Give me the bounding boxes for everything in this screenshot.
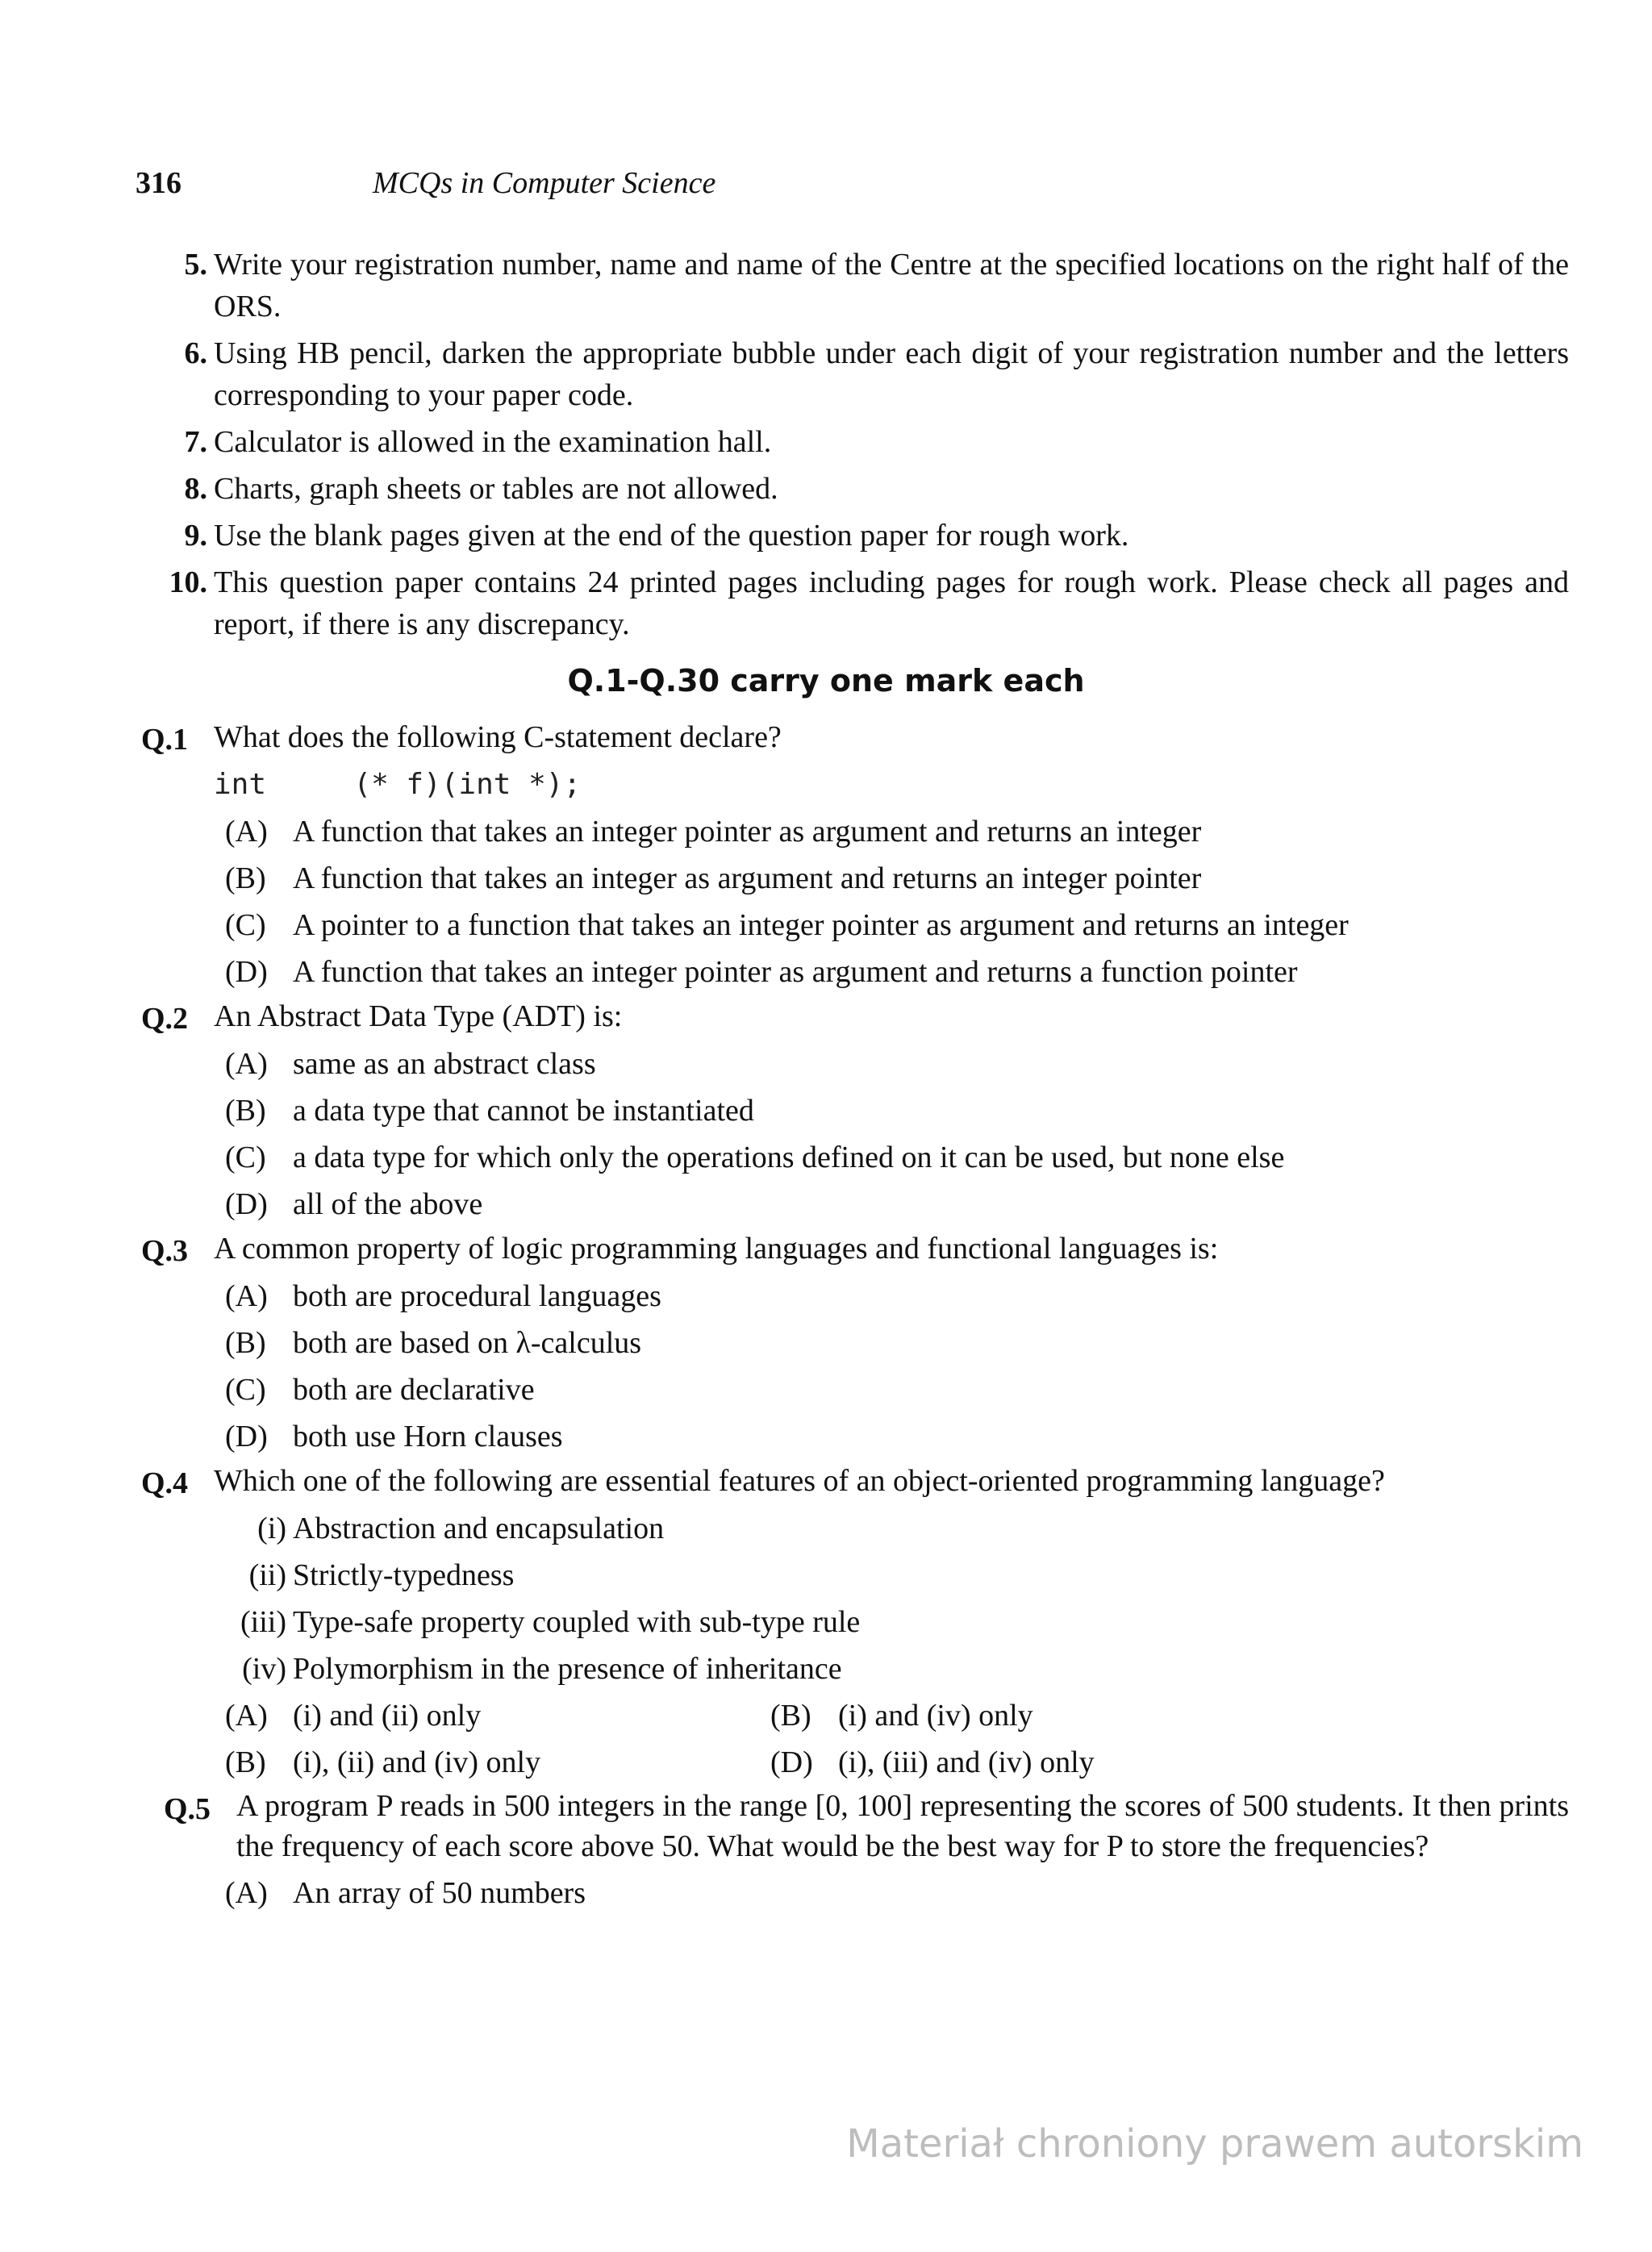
option-text: (i) and (iv) only bbox=[838, 1699, 1033, 1733]
instruction-text: Charts, graph sheets or tables are not allowed. bbox=[214, 472, 778, 506]
instruction-item bbox=[184, 468, 1569, 510]
option-d bbox=[759, 1739, 1304, 1786]
statement-text: Abstraction and encapsulation bbox=[293, 1512, 665, 1545]
copyright-watermark: Materiał chroniony prawem autorskim bbox=[846, 2121, 1583, 2167]
statement-item bbox=[214, 1552, 1569, 1599]
option-a bbox=[214, 1870, 1569, 1916]
book-title: MCQs in Computer Science bbox=[373, 166, 716, 200]
options-row bbox=[214, 1739, 1569, 1786]
option-text: a data type that cannot be instantiated bbox=[293, 1094, 754, 1128]
option-label: (D) bbox=[225, 955, 268, 989]
question-number: Q.2 bbox=[141, 1002, 189, 1036]
question-text: A common property of logic programming languages and functional languages is: bbox=[214, 1232, 1219, 1266]
option-text: both are declarative bbox=[293, 1373, 535, 1407]
option-label: (C) bbox=[225, 1141, 266, 1174]
option-label: (D) bbox=[770, 1745, 813, 1779]
option-label: (B) bbox=[225, 1094, 266, 1128]
option-a bbox=[214, 808, 1569, 855]
statement-label: (ii) bbox=[248, 1558, 286, 1592]
option-text: all of the above bbox=[293, 1187, 483, 1221]
page-number: 316 bbox=[136, 166, 181, 200]
option-label: (B) bbox=[770, 1699, 811, 1733]
option-text: An array of 50 numbers bbox=[293, 1876, 586, 1910]
option-text: both are procedural languages bbox=[293, 1279, 661, 1313]
question-number: Q.3 bbox=[141, 1234, 189, 1268]
instruction-item bbox=[184, 421, 1569, 463]
question-5 bbox=[164, 1786, 1569, 1916]
question-text: An Abstract Data Type (ADT) is: bbox=[214, 999, 623, 1033]
instruction-item bbox=[184, 515, 1569, 557]
option-text: A function that takes an integer as argument and returns an integer pointer bbox=[293, 861, 1202, 895]
statement-item bbox=[214, 1505, 1569, 1552]
instruction-number: 7. bbox=[184, 425, 207, 459]
option-text: both are based on λ-calculus bbox=[293, 1326, 642, 1360]
option-b bbox=[214, 1087, 1569, 1134]
question-4 bbox=[141, 1460, 1569, 1786]
option-label: (A) bbox=[225, 1047, 268, 1081]
option-label: (A) bbox=[225, 1699, 268, 1733]
option-text: (i) and (ii) only bbox=[293, 1699, 482, 1733]
question-text: A program P reads in 500 integers in the range [0, 100] representing the scores of 500 students. It then prints the frequency of each score above 50. What would be the best way for P to store the frequencies? bbox=[236, 1789, 1569, 1863]
instruction-number: 5. bbox=[184, 248, 207, 282]
option-label: (D) bbox=[225, 1420, 268, 1453]
statement-label: (i) bbox=[257, 1512, 286, 1545]
statement-text: Polymorphism in the presence of inheritance bbox=[293, 1652, 842, 1686]
section-heading: Q.1-Q.30 carry one mark each bbox=[567, 663, 1085, 699]
option-b bbox=[759, 1692, 1304, 1739]
question-text: What does the following C-statement declare? bbox=[214, 720, 782, 754]
instruction-item bbox=[184, 244, 1569, 327]
option-label: (A) bbox=[225, 815, 268, 849]
option-a bbox=[214, 1041, 1569, 1087]
option-label: (C) bbox=[225, 908, 266, 942]
code-snippet: int (* f)(int *); bbox=[214, 768, 582, 801]
question-number: Q.4 bbox=[141, 1466, 189, 1500]
statement-label: (iii) bbox=[240, 1605, 286, 1639]
option-text: A function that takes an integer pointer as argument and returns an integer bbox=[293, 815, 1202, 849]
option-a bbox=[214, 1692, 759, 1739]
option-label: (B) bbox=[225, 1745, 266, 1779]
instruction-item bbox=[169, 561, 1569, 645]
option-c bbox=[214, 902, 1569, 949]
option-label: (C) bbox=[225, 1373, 266, 1407]
instruction-text: This question paper contains 24 printed pages including pages for rough work. Please check all pages and report, if there is any discrepancy. bbox=[214, 565, 1569, 641]
question-number: Q.5 bbox=[164, 1792, 211, 1826]
statement-text: Type-safe property coupled with sub-type rule bbox=[293, 1605, 861, 1639]
question-number: Q.1 bbox=[141, 723, 189, 757]
statement-label: (iv) bbox=[242, 1652, 286, 1686]
instruction-number: 10. bbox=[169, 565, 207, 599]
option-text: A pointer to a function that takes an integer pointer as argument and returns an integer bbox=[293, 908, 1349, 942]
option-label: (A) bbox=[225, 1876, 268, 1910]
instruction-item bbox=[184, 332, 1569, 416]
instruction-text: Calculator is allowed in the examination hall. bbox=[214, 425, 772, 459]
statement-item bbox=[214, 1645, 1569, 1692]
question-1 bbox=[141, 716, 1569, 995]
option-b bbox=[214, 855, 1569, 902]
option-c bbox=[214, 1134, 1569, 1181]
question-3 bbox=[141, 1228, 1569, 1460]
instructions-list bbox=[169, 244, 1569, 650]
options-row bbox=[214, 1692, 1569, 1739]
option-text: (i), (iii) and (iv) only bbox=[838, 1745, 1095, 1779]
instruction-text: Using HB pencil, darken the appropriate bubble under each digit of your registration number and the letters corresponding to your paper code. bbox=[214, 336, 1569, 412]
question-2 bbox=[141, 995, 1569, 1228]
option-d bbox=[214, 1181, 1569, 1228]
option-text: both use Horn clauses bbox=[293, 1420, 563, 1453]
option-d bbox=[214, 949, 1569, 995]
option-label: (B) bbox=[225, 861, 266, 895]
instruction-number: 9. bbox=[184, 519, 207, 553]
option-text: (i), (ii) and (iv) only bbox=[293, 1745, 541, 1779]
statement-item bbox=[214, 1599, 1569, 1645]
statement-text: Strictly-typedness bbox=[293, 1558, 515, 1592]
instruction-text: Write your registration number, name and name of the Centre at the specified locations on the right half of the ORS. bbox=[214, 248, 1569, 323]
option-label: (A) bbox=[225, 1279, 268, 1313]
option-text: same as an abstract class bbox=[293, 1047, 596, 1081]
option-d bbox=[214, 1413, 1569, 1460]
option-text: a data type for which only the operations defined on it can be used, but none else bbox=[293, 1141, 1285, 1174]
question-text: Which one of the following are essential features of an object-oriented programming language? bbox=[214, 1464, 1385, 1498]
option-c bbox=[214, 1366, 1569, 1413]
option-b bbox=[214, 1320, 1569, 1366]
option-text: A function that takes an integer pointer as argument and returns a function pointer bbox=[293, 955, 1298, 989]
running-header bbox=[136, 165, 716, 201]
instruction-number: 8. bbox=[184, 472, 207, 506]
questions-list bbox=[141, 716, 1569, 1916]
instruction-text: Use the blank pages given at the end of the question paper for rough work. bbox=[214, 519, 1129, 553]
option-label: (D) bbox=[225, 1187, 268, 1221]
option-a bbox=[214, 1273, 1569, 1320]
option-label: (B) bbox=[225, 1326, 266, 1360]
instruction-number: 6. bbox=[184, 336, 207, 370]
option-c bbox=[214, 1739, 759, 1786]
